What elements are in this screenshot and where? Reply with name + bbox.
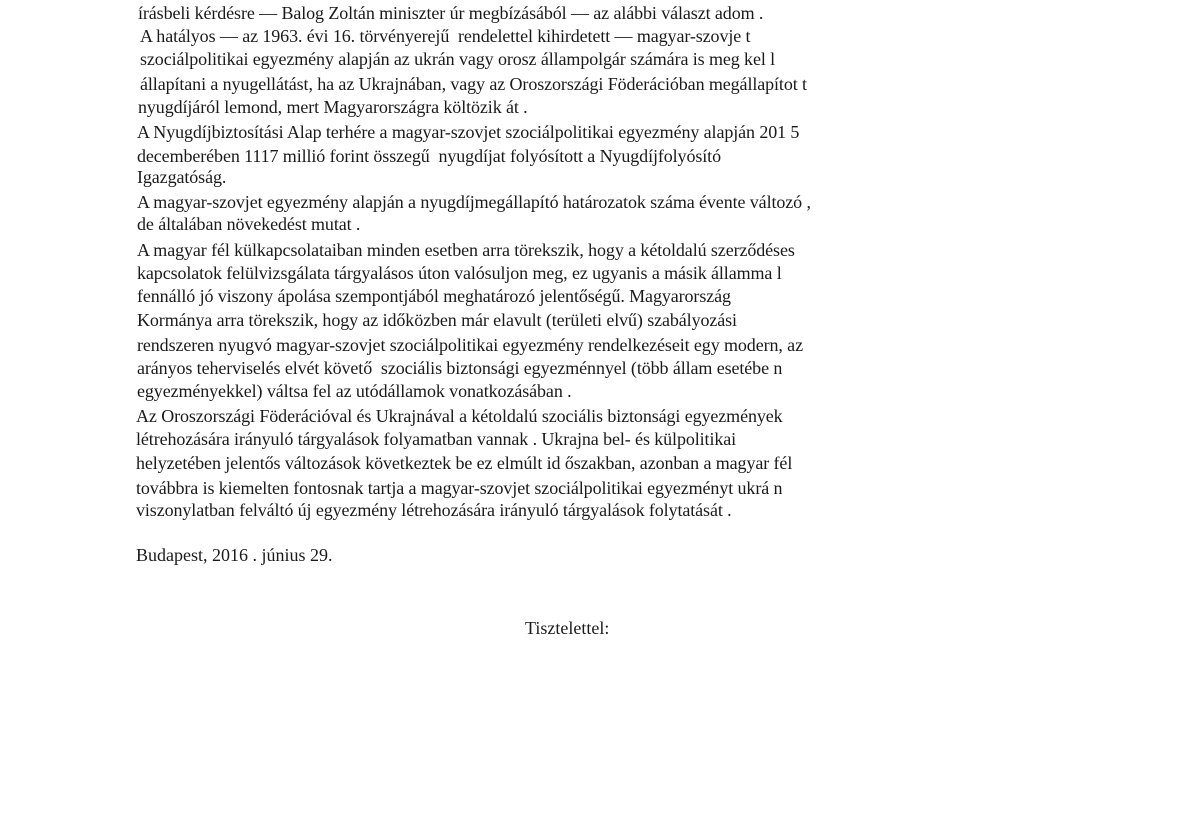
text-line: egyezményekkel) váltsa fel az utódállamok vonatkozásában . — [137, 381, 572, 401]
text-line: szociálpolitikai egyezmény alapján az ukrán vagy orosz állampolgár számára is meg kel l — [140, 49, 776, 69]
text-line: továbbra is kiemelten fontosnak tartja a magyar-szovjet szociálpolitikai egyezményt ukrá n — [136, 478, 783, 498]
text-line: decemberében 1117 millió forint összegű nyugdíjat folyósított a Nyugdíjfolyósító — [137, 146, 721, 166]
text-line: A magyar fél külkapcsolataiban minden esetben arra törekszik, hogy a kétoldalú szerződéses — [137, 240, 795, 260]
text-line: létrehozására irányuló tárgyalások folyamatban vannak . Ukrajna bel- és külpolitikai — [136, 429, 737, 449]
text-line: írásbeli kérdésre — Balog Zoltán miniszter úr megbízásából — az alábbi választ adom . — [138, 3, 764, 23]
text-line: helyzetében jelentős változások következtek be ez elmúlt id őszakban, azonban a magyar fél — [136, 453, 793, 473]
text-line: de általában növekedést mutat . — [137, 214, 361, 234]
text-line: Az Oroszországi Föderációval és Ukrajnával a kétoldalú szociális biztonsági egyezmények — [136, 406, 783, 426]
text-line: állapítani a nyugellátást, ha az Ukrajnában, vagy az Oroszországi Föderációban megállapítot t — [140, 74, 807, 94]
closing-salutation: Tisztelettel: — [525, 618, 610, 638]
text-line: nyugdíjáról lemond, mert Magyarországra költözik át . — [138, 97, 528, 117]
text-line: arányos teherviselés elvét követő szociális biztonsági egyezménnyel (több állam esetébe n — [137, 358, 783, 378]
place-and-date: Budapest, 2016 . június 29. — [136, 545, 333, 565]
text-line: Igazgatóság. — [137, 167, 227, 187]
text-line: Kormánya arra törekszik, hogy az időközben már elavult (területi elvű) szabályozási — [137, 310, 737, 330]
text-line: A hatályos — az 1963. évi 16. törvényerejű rendelettel kihirdetett — magyar-szovje t — [140, 26, 751, 46]
text-line: A magyar-szovjet egyezmény alapján a nyugdíjmegállapító határozatok száma évente változó , — [137, 192, 811, 212]
text-line: kapcsolatok felülvizsgálata tárgyalásos úton valósuljon meg, ez ugyanis a másik államma l — [137, 263, 782, 283]
text-line: fennálló jó viszony ápolása szempontjából meghatározó jelentőségű. Magyarország — [137, 286, 731, 306]
text-line: viszonylatban felváltó új egyezmény létrehozására irányuló tárgyalások folytatását . — [136, 500, 732, 520]
text-line: rendszeren nyugvó magyar-szovjet szociálpolitikai egyezmény rendelkezéseit egy modern, az — [137, 335, 803, 355]
text-line: A Nyugdíjbiztosítási Alap terhére a magyar-szovjet szociálpolitikai egyezmény alapján 201 5 — [137, 122, 800, 142]
